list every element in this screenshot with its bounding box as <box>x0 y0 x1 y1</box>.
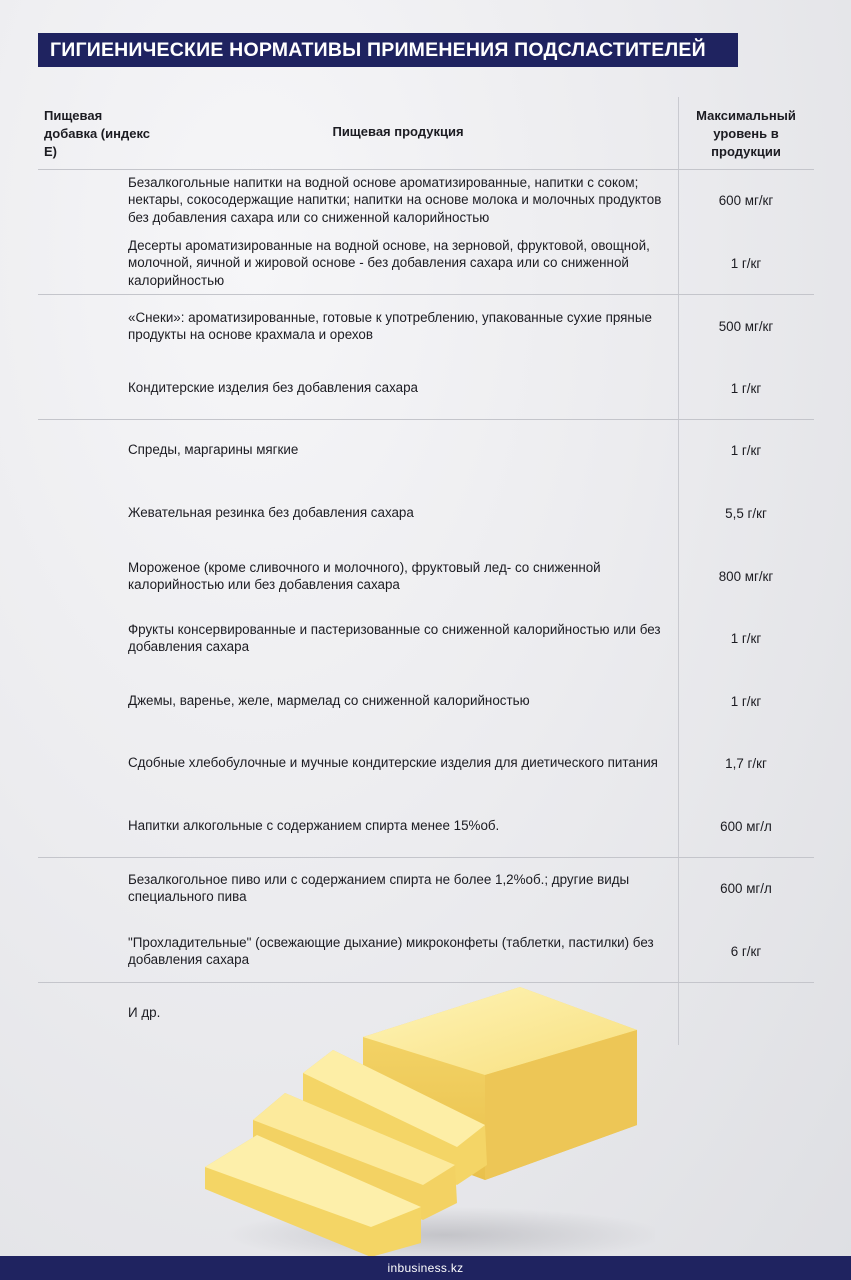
value-cell: 600 мг/л <box>720 818 772 834</box>
table-row <box>38 298 814 354</box>
table-divider <box>38 419 814 420</box>
table-row <box>38 798 814 854</box>
value-cell: 1 г/кг <box>730 693 762 709</box>
table-row <box>38 360 814 416</box>
product-cell: Мороженое (кроме сливочного и молочного), фруктовый лед- со сниженной калорийностью или без добавления сахара <box>128 559 601 592</box>
table-row <box>38 673 814 729</box>
table-row <box>38 548 814 604</box>
header-max-level: Максимальный уровень в продукции <box>696 108 796 159</box>
page-title: ГИГИЕНИЧЕСКИЕ НОРМАТИВЫ ПРИМЕНЕНИЯ ПОДСЛАСТИТЕЛЕЙ <box>50 38 706 61</box>
table-row <box>38 923 814 979</box>
product-cell: "Прохладительные" (освежающие дыхание) микроконфеты (таблетки, пастилки) без добавления сахара <box>128 934 654 967</box>
table-row <box>38 610 814 666</box>
product-cell: Спреды, маргарины мягкие <box>128 442 299 458</box>
value-cell: 500 мг/кг <box>718 318 774 334</box>
table-row <box>38 485 814 541</box>
footer-bar <box>0 1256 851 1280</box>
product-cell: Сдобные хлебобулочные и мучные кондитерские изделия для диетического питания <box>128 755 658 771</box>
table-divider <box>38 857 814 858</box>
header-additive: Пищевая добавка (индекс Е) <box>44 108 151 159</box>
product-cell: Жевательная резинка без добавления сахара <box>128 505 414 521</box>
value-cell: 1 г/кг <box>730 442 762 458</box>
product-cell: Десерты ароматизированные на водной основе, на зерновой, фруктовой, овощной, молочной, яичной и жировой основе - без добавления сахара или со сниженной калорийностью <box>128 237 650 288</box>
value-cell: 1 г/кг <box>730 380 762 396</box>
table-row <box>38 735 814 791</box>
table-row <box>38 422 814 478</box>
brand-logo: inbusiness.kz <box>387 1261 464 1275</box>
value-cell: 1,7 г/кг <box>725 755 767 771</box>
title-banner <box>38 33 738 67</box>
product-cell: И др. <box>128 1005 161 1021</box>
table-divider <box>38 294 814 295</box>
value-cell: 600 мг/кг <box>718 192 774 208</box>
product-cell: Безалкогольное пиво или с содержанием спирта не более 1,2%об.; другие виды специального пива <box>128 871 630 904</box>
value-cell: 1 г/кг <box>730 255 762 271</box>
product-cell: Безалкогольные напитки на водной основе ароматизированные, напитки с соком; нектары, сокосодержащие напитки; напитки на основе молока и молочных продуктов без добавления сахара или со сниженной калорийностью <box>128 174 662 225</box>
value-cell: 6 г/кг <box>730 943 762 959</box>
table-row <box>38 235 814 291</box>
butter-image <box>195 975 655 1265</box>
product-cell: Джемы, варенье, желе, мармелад со сниженной калорийностью <box>128 693 530 709</box>
table-row <box>38 860 814 916</box>
product-cell: Кондитерские изделия без добавления сахара <box>128 380 418 396</box>
product-cell: Фрукты консервированные и пастеризованные со сниженной калорийностью или без добавления сахара <box>128 621 661 654</box>
product-cell: Напитки алкогольные с содержанием спирта менее 15%об. <box>128 818 500 834</box>
value-cell: 600 мг/л <box>720 880 772 896</box>
table-row <box>38 172 814 228</box>
table-divider <box>38 169 814 170</box>
value-cell: 1 г/кг <box>730 630 762 646</box>
header-product: Пищевая продукция <box>332 124 464 139</box>
product-cell: «Снеки»: ароматизированные, готовые к употреблению, упакованные сухие пряные продукты на основе крахмала и орехов <box>128 309 652 342</box>
value-cell: 5,5 г/кг <box>725 505 767 521</box>
value-cell: 800 мг/кг <box>718 568 774 584</box>
